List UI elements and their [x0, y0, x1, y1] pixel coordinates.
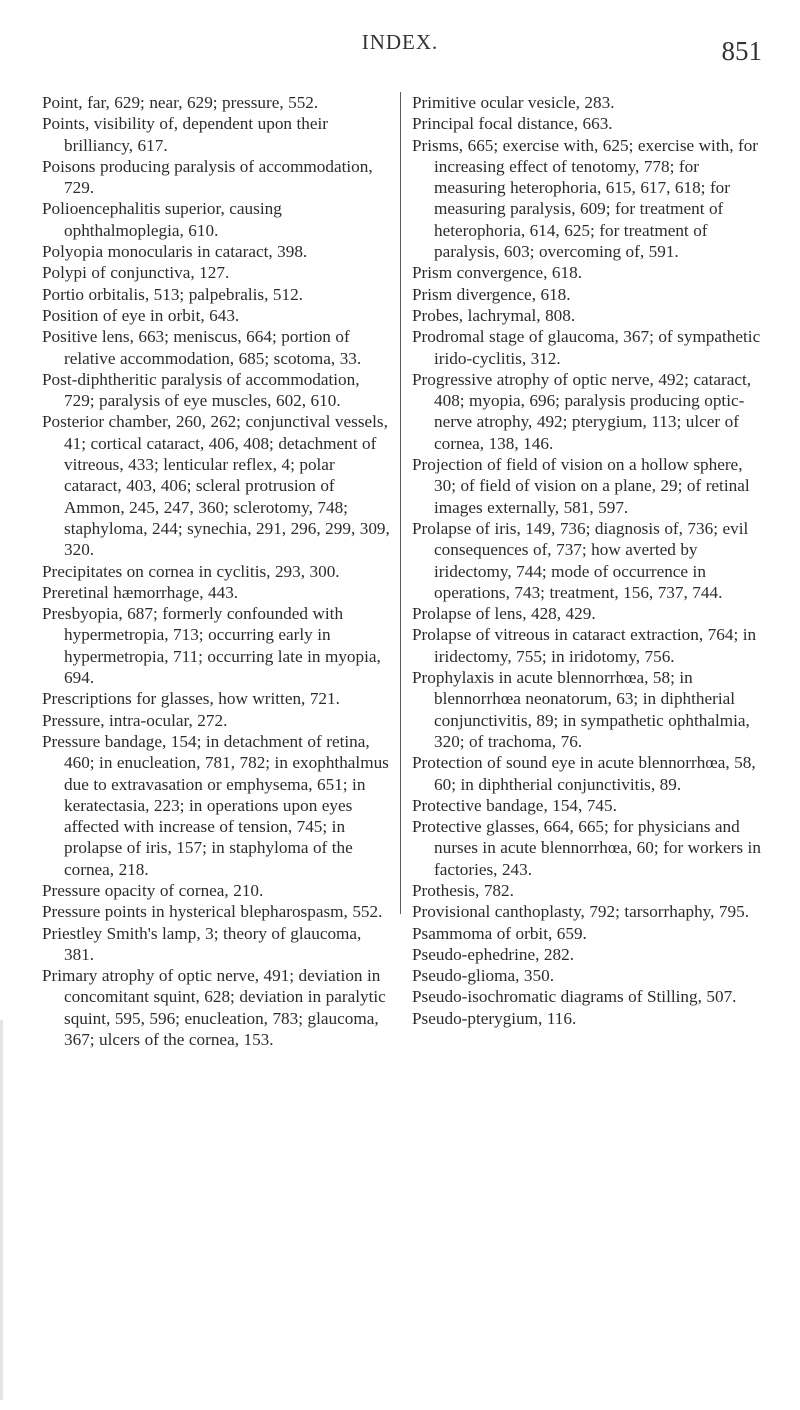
- index-entry: Polioencephalitis superior, causing ophthalmoplegia, 610.: [42, 199, 282, 240]
- index-entry: Poisons producing paralysis of accommodation, 729.: [42, 156, 373, 198]
- index-entry: Polyopia monocularis in cataract, 398.: [42, 242, 308, 262]
- index-entry: Protective glasses, 664, 665; for physicians and nurses in acute blennorrhœa, 60; for workers in factories, 243.: [412, 817, 761, 879]
- page-edge-shadow: [0, 1020, 3, 1400]
- index-entry: Point, far, 629; near, 629; pressure, 552.: [42, 93, 319, 112]
- index-entry: Prism convergence, 618.: [412, 263, 583, 283]
- index-entry: Pseudo-pterygium, 116.: [412, 1008, 577, 1028]
- index-entry: Pressure opacity of cornea, 210.: [42, 880, 264, 900]
- column-divider: [400, 92, 401, 914]
- index-entry: Priestley Smith's lamp, 3; theory of glaucoma, 381.: [42, 923, 362, 964]
- index-entry: Prolapse of vitreous in cataract extraction, 764; in iridectomy, 755; in iridotomy, 756.: [412, 625, 757, 666]
- index-entry: Protection of sound eye in acute blennorrhœa, 58, 60; in diphtherial conjunctivitis, 89.: [412, 753, 756, 794]
- index-entry: Prism divergence, 618.: [412, 284, 571, 304]
- index-entry: Projection of field of vision on a hollow sphere, 30; of field of vision on a plane, 29; of retinal images externally, 581, 597.: [412, 455, 750, 517]
- index-entry: Pseudo-ephedrine, 282.: [412, 944, 575, 964]
- index-entry: Prolapse of iris, 149, 736; diagnosis of, 736; evil consequences of, 737; how averted by iridectomy, 744; mode of occurrence in operations, 743; treatment, 156, 737, 744.: [412, 518, 749, 602]
- index-entry: Principal focal distance, 663.: [412, 114, 613, 134]
- index-entry: Primitive ocular vesicle, 283.: [412, 93, 615, 112]
- index-column-left: [42, 92, 394, 1050]
- index-entry: Positive lens, 663; meniscus, 664; portion of relative accommodation, 685; scotoma, 33.: [42, 327, 362, 368]
- index-entry: Pseudo-isochromatic diagrams of Stilling, 507.: [412, 987, 737, 1007]
- index-entry: Post-diphtheritic paralysis of accommodation, 729; paralysis of eye muscles, 602, 610.: [42, 369, 360, 411]
- index-entry: Psammoma of orbit, 659.: [412, 923, 587, 943]
- index-entry: Primary atrophy of optic nerve, 491; deviation in concomitant squint, 628; deviation in paralytic squint, 595, 596; enucleation, 783; glaucoma, 367; ulcers of the cornea, 153.: [42, 966, 386, 1050]
- index-entry: Preretinal hæmorrhage, 443.: [42, 582, 239, 602]
- index-column-right: [412, 92, 762, 1029]
- index-entry: Provisional canthoplasty, 792; tarsorrhaphy, 795.: [412, 902, 750, 922]
- index-entry: Prophylaxis in acute blennorrhœa, 58; in blennorrhœa neonatorum, 63; in diphtherial conjunctivitis, 89; in sympathetic ophthalmia, 320; of trachoma, 76.: [412, 668, 750, 751]
- index-entry: Position of eye in orbit, 643.: [42, 305, 240, 325]
- running-title: INDEX.: [361, 30, 439, 54]
- index-entry: Posterior chamber, 260, 262; conjunctival vessels, 41; cortical cataract, 406, 408; detachment of vitreous, 433; lenticular reflex, 4; polar cataract, 403, 406; scleral protrusion of Ammon, 245, 247, 360; sclerotomy, 748; staphyloma, 244; synechia, 291, 296, 299, 309, 320.: [42, 412, 390, 560]
- index-entry: Protective bandage, 154, 745.: [412, 795, 617, 815]
- index-entry: Prolapse of lens, 428, 429.: [412, 604, 596, 624]
- index-entry: Points, visibility of, dependent upon their brilliancy, 617.: [42, 114, 329, 155]
- index-entry: Pseudo-glioma, 350.: [412, 966, 554, 986]
- running-head: [0, 30, 800, 66]
- index-entry: Pressure bandage, 154; in detachment of retina, 460; in enucleation, 781, 782; in exophthalmus due to extravasation or emphysema, 651; in keratectasia, 223; in operations upon eyes affected with increase of tension, 745; in prolapse of iris, 157; in staphyloma of the cornea, 218.: [42, 731, 389, 879]
- index-entry: Precipitates on cornea in cyclitis, 293, 300.: [42, 561, 340, 581]
- index-entry: Probes, lachrymal, 808.: [412, 305, 576, 325]
- index-entry: Pressure points in hysterical blepharospasm, 552.: [42, 902, 383, 922]
- index-entry: Portio orbitalis, 513; palpebralis, 512.: [42, 284, 303, 304]
- index-entry: Progressive atrophy of optic nerve, 492; cataract, 408; myopia, 696; paralysis producing optic-nerve atrophy, 492; pterygium, 113; ulcer of cornea, 138, 146.: [412, 369, 752, 453]
- index-entry: Prothesis, 782.: [412, 880, 514, 900]
- index-entry: Prodromal stage of glaucoma, 367; of sympathetic irido-cyclitis, 312.: [412, 327, 761, 368]
- index-entry: Prisms, 665; exercise with, 625; exercise with, for increasing effect of tenotomy, 778; for measuring heterophoria, 615, 617, 618; for measuring paralysis, 609; for treatment of heterophoria, 614, 625; for treatment of paralysis, 603; overcoming of, 591.: [412, 135, 759, 262]
- index-entry: Presbyopia, 687; formerly confounded with hypermetropia, 713; occurring early in hypermetropia, 711; occurring late in myopia, 694.: [42, 604, 381, 688]
- page-number: 851: [721, 36, 762, 66]
- index-entry: Prescriptions for glasses, how written, 721.: [42, 689, 340, 709]
- index-entry: Polypi of conjunctiva, 127.: [42, 263, 230, 283]
- index-entry: Pressure, intra-ocular, 272.: [42, 710, 228, 730]
